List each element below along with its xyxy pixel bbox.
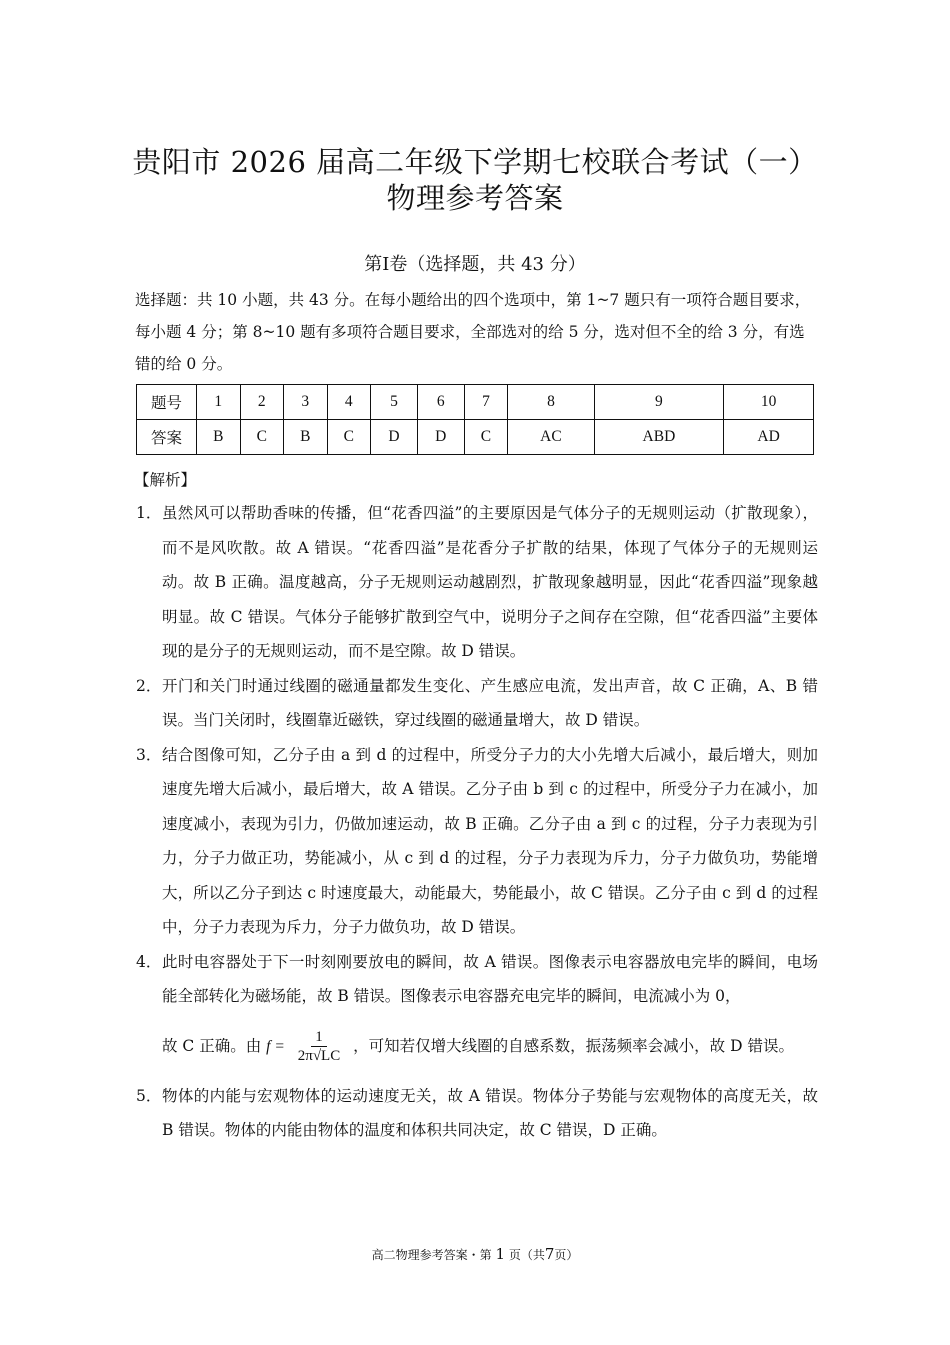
item-text: 此时电容器处于下一时刻刚要放电的瞬间，故 A 错误。图像表示电容器放电完毕的瞬间，电场能全部转化为磁场能，故 B 错误。图像表示电容器充电完毕的瞬间，电流减小为 0，	[162, 952, 818, 1005]
answer-table	[136, 384, 814, 455]
question-number: 2	[240, 385, 284, 420]
item-number: 1．	[136, 504, 162, 522]
question-number: 10	[724, 385, 814, 420]
footer-total-pages: 7	[544, 1245, 555, 1263]
answer-cell: AC	[508, 420, 595, 455]
answer-cell: ABD	[594, 420, 723, 455]
answer-cell: D	[371, 420, 418, 455]
section-title: 第Ⅰ卷（选择题，共 43 分）	[364, 254, 586, 275]
item-text: 故 C 正确。由	[162, 1036, 262, 1055]
answer-cell: D	[417, 420, 464, 455]
analysis-label: 【解析】	[134, 471, 197, 489]
formula-line	[162, 1014, 818, 1079]
answer-cell: C	[327, 420, 371, 455]
exam-subtitle: 物理参考答案	[386, 181, 564, 215]
intro-paragraph: 选择题：共 10 小题，共 43 分。在每小题给出的四个选项中，第 1~7 题只有一项符合题目要求，每小题 4 分；第 8~10 题有多项符合题目要求，全部选对的给 5 分，选对但不全的给 3 分，有选错的给 0 分。	[135, 291, 811, 373]
analysis-item	[136, 738, 818, 945]
formula-numerator: 1	[311, 1028, 327, 1047]
footer-mid: 页（共	[508, 1248, 545, 1262]
row-header-number: 题号	[137, 385, 197, 420]
analysis-item	[136, 496, 818, 669]
answer-cell: B	[197, 420, 241, 455]
item-text: 虽然风可以帮助香味的传播，但“花香四溢”的主要原因是气体分子的无规则运动（扩散现象），而不是风吹散。故 A 错误。“花香四溢”是花香分子扩散的结果，体现了气体分子的无规则运动。故 B 正确。温度越高，分子无规则运动越剧烈，扩散现象越明显，因此“花香四溢”现象越明显。故 C 错误。气体分子能够扩散到空气中，说明分子之间存在空隙，但“花香四溢”主要体现的是分子的无规则运动，而不是空隙。故 D 错误。	[162, 504, 818, 660]
item-number: 2．	[136, 676, 162, 695]
footer-suffix: 页）	[554, 1248, 579, 1262]
item-text: 开门和关门时通过线圈的磁通量都发生变化、产生感应电流，发出声音，故 C 正确，A、B 错误。当门关闭时，线圈靠近磁铁，穿过线圈的磁通量增大，故 D 错误。	[162, 676, 818, 729]
formula-denominator: 2π√LC	[297, 1048, 341, 1064]
item-body	[162, 945, 818, 1079]
answer-cell: AD	[724, 420, 814, 455]
exam-title: 贵阳市 2026 届高二年级下学期七校联合考试（一）	[132, 145, 818, 179]
footer-prefix: 高二物理参考答案・第	[371, 1248, 492, 1262]
question-number: 7	[464, 385, 508, 420]
answer-row	[137, 420, 814, 455]
analysis-list	[136, 496, 818, 1148]
item-number: 4．	[136, 952, 162, 971]
question-number-row	[137, 385, 814, 420]
formula-lhs: f =	[266, 1037, 285, 1055]
item-text: ，可知若仅增大线圈的自感系数，振荡频率会减小，故 D 错误。	[353, 1036, 794, 1055]
question-number: 4	[327, 385, 371, 420]
question-number: 5	[371, 385, 418, 420]
row-header-answer: 答案	[137, 420, 197, 455]
footer-page-number: 1	[495, 1245, 505, 1263]
page-footer	[0, 1245, 950, 1263]
question-number: 9	[594, 385, 723, 420]
question-number: 1	[197, 385, 241, 420]
question-number: 8	[508, 385, 595, 420]
analysis-item	[136, 669, 818, 738]
item-number: 5．	[136, 1086, 162, 1105]
analysis-item	[136, 945, 818, 1079]
answer-cell: C	[240, 420, 284, 455]
item-text: 结合图像可知，乙分子由 a 到 d 的过程中，所受分子力的大小先增大后减小，最后增大，则加速度先增大后减小，最后增大，故 A 错误。乙分子由 b 到 c 的过程中，所受分子力在减小，加速度减小，表现为引力，仍做加速运动，故 B 正确。乙分子由 a 到 c 的过程，分子力表现为引力，分子力做正功，势能减小，从 c 到 d 的过程，分子力表现为斥力，分子力做负功，势能增大，所以乙分子到达 c 时速度最大，动能最大，势能最小，故 C 错误。乙分子由 c 到 d 的过程中，分子力表现为斥力，分子力做负功，故 D 错误。	[162, 745, 818, 936]
answer-cell: B	[284, 420, 328, 455]
item-number: 3．	[136, 745, 162, 764]
answer-cell: C	[464, 420, 508, 455]
item-text: 物体的内能与宏观物体的运动速度无关，故 A 错误。物体分子势能与宏观物体的高度无关，故 B 错误。物体的内能由物体的温度和体积共同决定，故 C 错误，D 正确。	[162, 1086, 818, 1139]
question-number: 3	[284, 385, 328, 420]
analysis-item	[136, 1079, 818, 1148]
question-number: 6	[417, 385, 464, 420]
frequency-formula	[294, 1028, 344, 1065]
